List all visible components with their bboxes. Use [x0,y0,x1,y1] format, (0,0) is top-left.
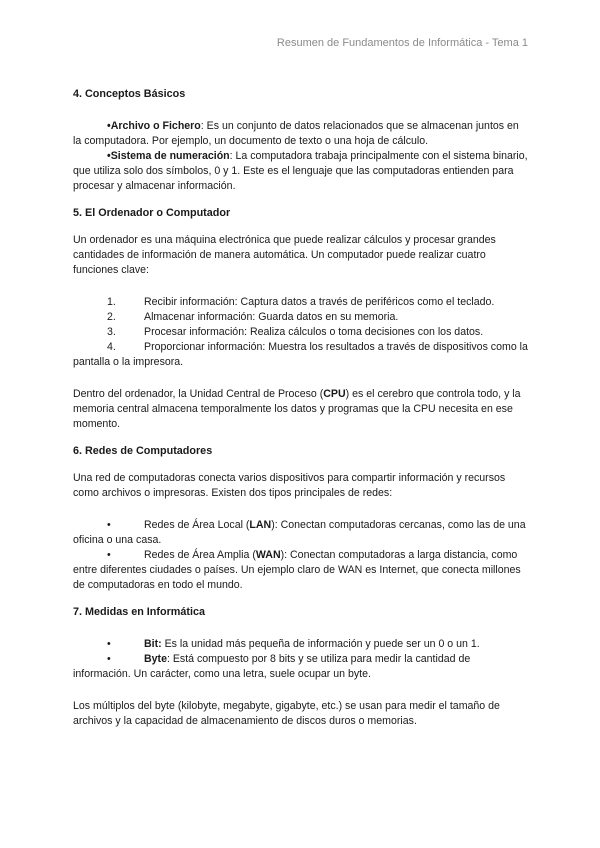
bullet-icon: • [107,519,111,531]
section-7-heading: 7. Medidas en Informática [73,606,205,618]
list-item: 3. Procesar información: Realiza cálculos o toma decisiones con los datos. [107,326,484,338]
section-6-heading: 6. Redes de Computadores [73,445,213,457]
definition-sistema-numeracion: •Sistema de numeración: La computadora trabaja principalmente con el sistema binario, que utiliza solo dos símbolos, 0 y 1. Este es el lenguaje que las computadoras entienden para procesar y almacenar información. [73,150,528,192]
list-item: 4. Proporcionar información: Muestra los resultados a través de dispositivos como la pantalla o la impresora. [73,341,528,368]
term-sistema-numeracion: •Sistema de numeración [107,150,230,162]
section-4-heading: 4. Conceptos Básicos [73,88,186,100]
cpu-paragraph: Dentro del ordenador, la Unidad Central de Proceso (CPU) es el cerebro que controla todo, y la memoria central almacena temporalmente los datos y programas que la CPU necesita en ese momento. [73,388,521,430]
bullet-icon: • [107,549,111,561]
running-header: Resumen de Fundamentos de Informática - Tema 1 [276,37,528,49]
cpu-term: CPU [323,388,346,400]
list-item-bit: • Bit: Es la unidad más pequeña de información y puede ser un 0 o un 1. [73,637,529,652]
list-item: 1. Recibir información: Captura datos a través de periféricos como el teclado. [107,296,495,308]
term-archivo: •Archivo o Fichero [107,120,201,132]
bullet-icon: • [107,653,111,665]
list-item-wan: • Redes de Área Amplia (WAN): Conectan computadoras a larga distancia, como entre diferentes ciudades o países. Un ejemplo claro de WAN es Internet, que conecta millones de computadoras en todo el mundo. [73,549,521,591]
section-5-heading: 5. El Ordenador o Computador [73,207,231,219]
section-6-intro: Una red de computadoras conecta varios dispositivos para compartir información y recursos como archivos o impresoras. Existen dos tipos principales de redes: [73,472,506,499]
closing-paragraph: Los múltiplos del byte (kilobyte, megabyte, gigabyte, etc.) se usan para medir el tamaño de archivos y la capacidad de almacenamiento de discos duros o memorias. [73,700,500,727]
definition-archivo: •Archivo o Fichero: Es un conjunto de datos relacionados que se almacenan juntos en la computadora. Por ejemplo, un documento de texto o una hoja de cálculo. [73,120,519,147]
document-body [73,87,529,729]
list-item-byte: • Byte: Está compuesto por 8 bits y se utiliza para medir la cantidad de información. Un carácter, como una letra, suele ocupar un byte. [73,653,471,680]
bullet-icon: • [107,638,111,650]
list-item: 2. Almacenar información: Guarda datos en su memoria. [107,311,399,323]
list-item-lan: • Redes de Área Local (LAN): Conectan computadoras cercanas, como las de una oficina o una casa. [73,519,526,546]
section-5-intro: Un ordenador es una máquina electrónica que puede realizar cálculos y procesar grandes cantidades de información de manera automática. Un computador puede realizar cuatro funciones clave: [73,234,496,276]
